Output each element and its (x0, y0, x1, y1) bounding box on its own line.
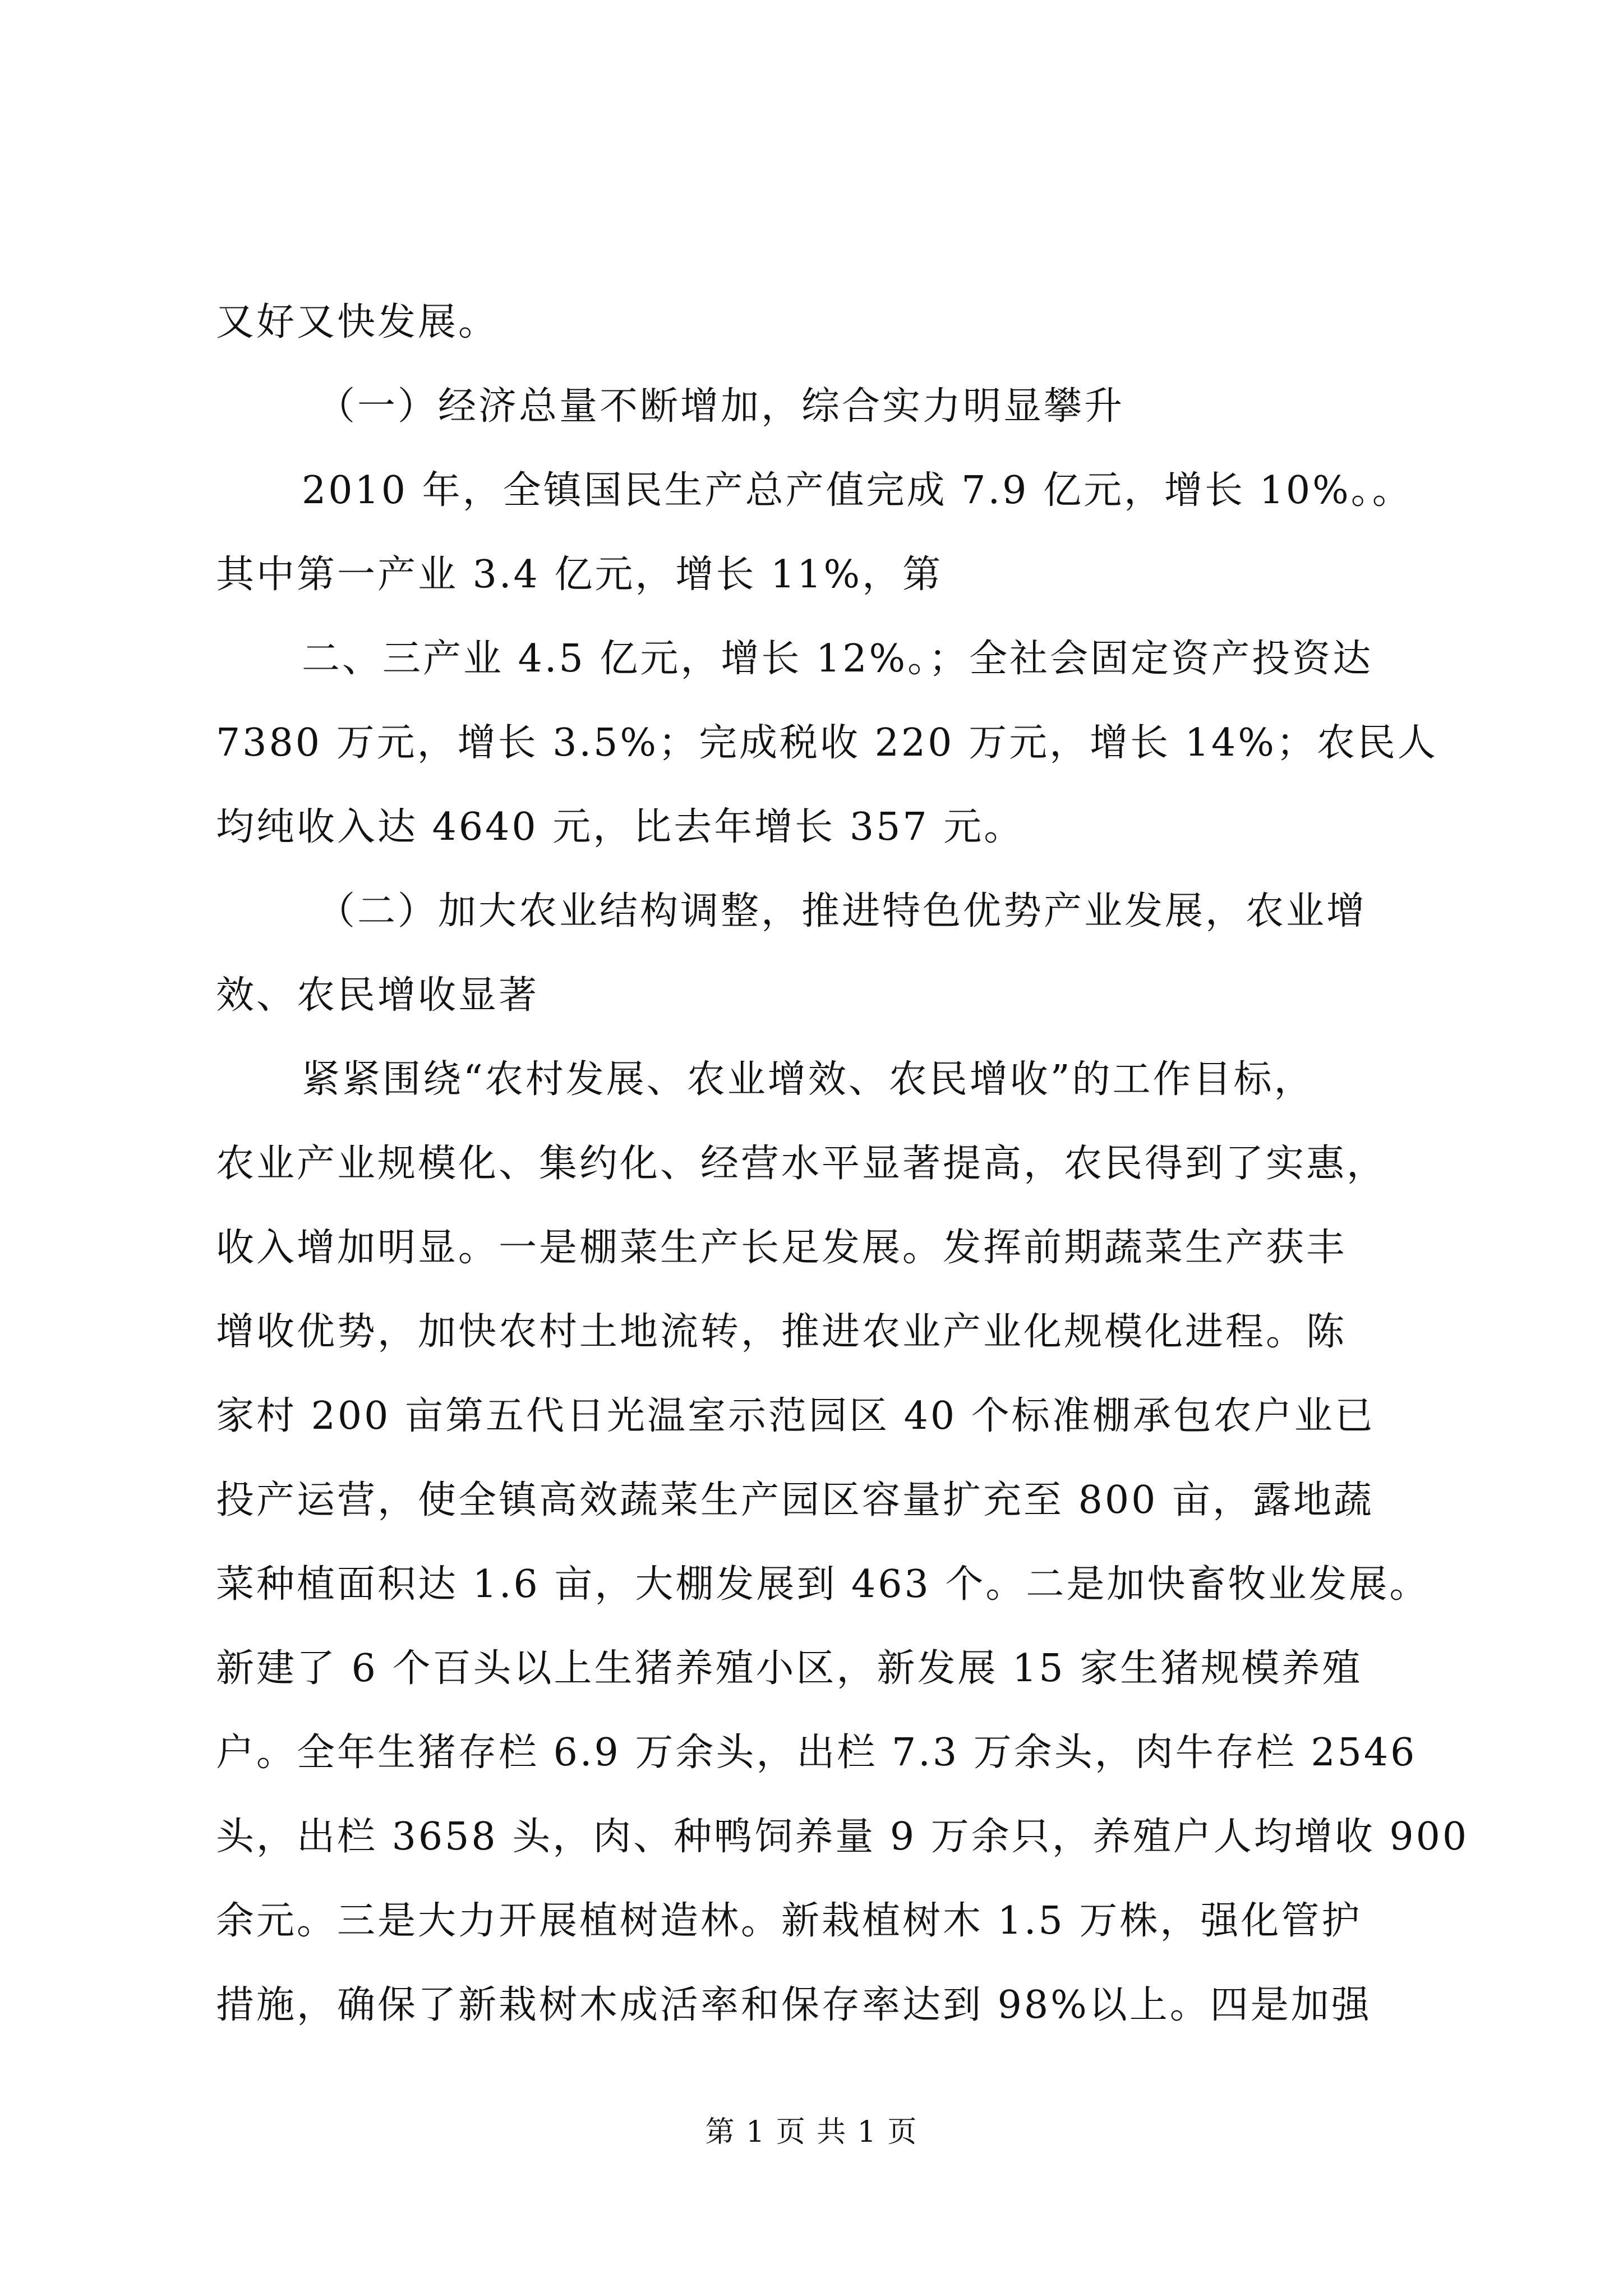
text-line-6: 7380 万元，增长 3.5%；完成税收 220 万元，增长 14%；农民人 (216, 721, 1438, 765)
text-line-19: 头，出栏 3658 头，肉、种鸭饲养量 9 万余只，养殖户人均增收 900 (216, 1815, 1469, 1859)
text-line-13: 增收优势，加快农村土地流转，推进农业产业化规模化进程。陈 (216, 1310, 1347, 1354)
section-heading-2: （二）加大农业结构调整，推进特色优势产业发展，农业增 (317, 889, 1367, 933)
text-line-11: 农业产业规模化、集约化、经营水平显著提高，农民得到了实惠， (216, 1142, 1387, 1186)
section-heading-2-cont: 效、农民增收显著 (216, 973, 540, 1018)
text-line-1: 又好又快发展。 (216, 300, 499, 344)
text-line-5: 二、三产业 4.5 亿元，增长 12%。；全社会固定资产投资达 (302, 637, 1373, 681)
text-line-3: 2010 年，全镇国民生产总产值完成 7.9 亿元，增长 10%。。 (302, 468, 1413, 513)
text-line-12: 收入增加明显。一是棚菜生产长足发展。发挥前期蔬菜生产获丰 (216, 1226, 1347, 1270)
text-line-7: 均纯收入达 4640 元，比去年增长 357 元。 (216, 805, 1025, 849)
text-line-20: 余元。三是大力开展植树造林。新栽植树木 1.5 万株，强化管护 (216, 1899, 1362, 1943)
text-line-21: 措施，确保了新栽树木成活率和保存率达到 98%以上。四是加强 (216, 1983, 1372, 2027)
section-heading-1: （一）经济总量不断增加，综合实力明显攀升 (317, 384, 1125, 429)
text-line-10: 紧紧围绕“农村发展、农业增效、农民增收”的工作目标， (302, 1057, 1315, 1102)
text-line-15: 投产运营，使全镇高效蔬菜生产园区容量扩充至 800 亩，露地蔬 (216, 1478, 1375, 1522)
text-line-17: 新建了 6 个百头以上生猪养殖小区，新发展 15 家生猪规模养殖 (216, 1646, 1363, 1691)
text-line-14: 家村 200 亩第五代日光温室示范园区 40 个标准棚承包农户业已 (216, 1394, 1375, 1438)
page-footer: 第 1 页 共 1 页 (705, 2115, 918, 2149)
text-line-4: 其中第一产业 3.4 亿元，增长 11%，第 (216, 553, 943, 597)
text-line-18: 户。全年生猪存栏 6.9 万余头，出栏 7.3 万余头，肉牛存栏 2546 (216, 1731, 1417, 1775)
text-line-16: 菜种植面积达 1.6 亩，大棚发展到 463 个。二是加快畜牧业发展。 (216, 1562, 1430, 1607)
